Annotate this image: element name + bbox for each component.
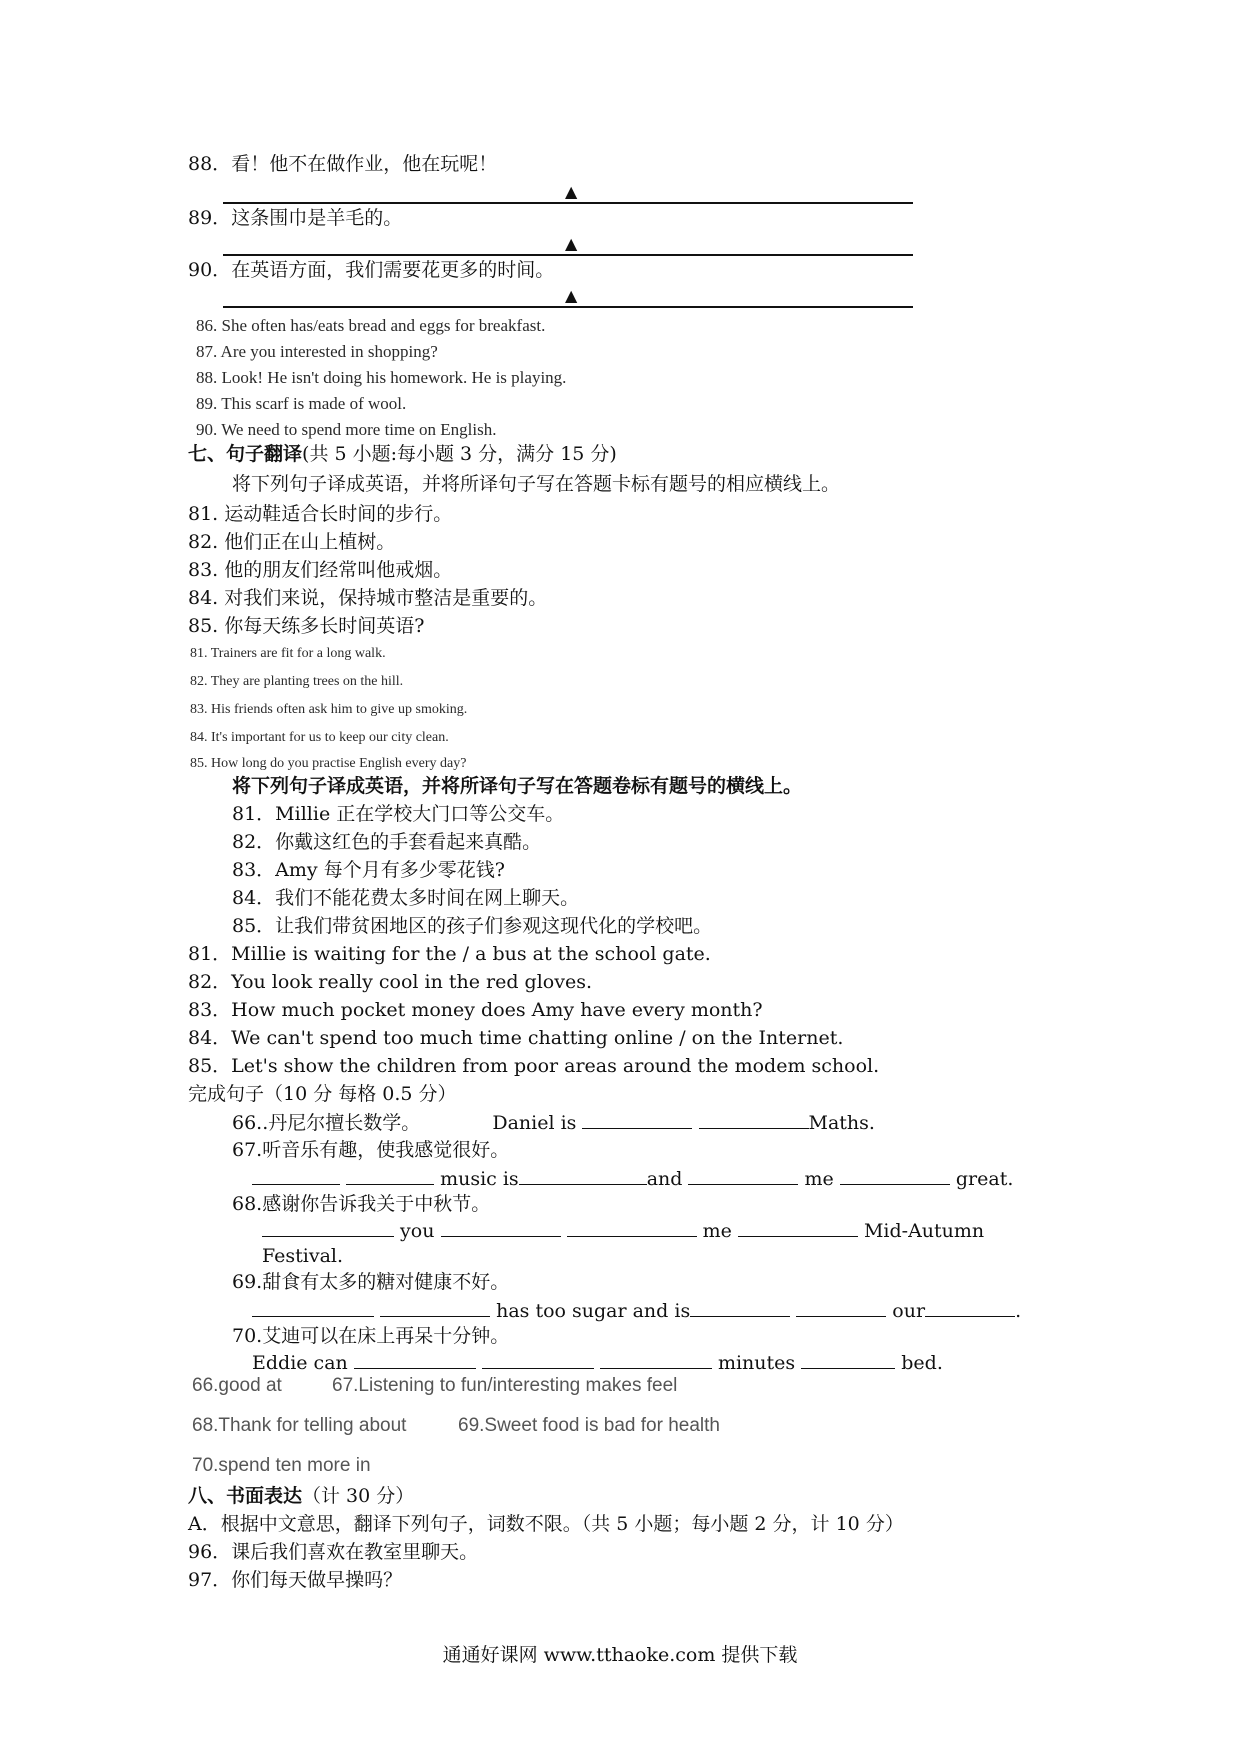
answer-marker-90: ▲ (565, 286, 578, 305)
answer-89: 89. This scarf is made of wool. (196, 394, 407, 413)
blank-69-2 (380, 1298, 490, 1317)
sb-answer-81: 81．Millie is waiting for the / a bus at the school gate. (188, 943, 711, 965)
blank-67-4 (688, 1166, 798, 1185)
answer-line-89 (223, 254, 913, 256)
blank-70-2 (482, 1350, 594, 1369)
blank-66-2 (699, 1110, 809, 1129)
q70-en: Eddie can minutes bed. (252, 1352, 943, 1374)
blank-69-1 (252, 1298, 374, 1317)
answer-marker-88: ▲ (565, 182, 578, 201)
answer-line-88 (223, 202, 913, 204)
complete-heading: 完成句子（10 分 每格 0.5 分） (188, 1083, 457, 1105)
blank-68-2 (441, 1218, 561, 1237)
s7-answer-81: 81. Trainers are fit for a long walk. (190, 646, 386, 661)
sb-item-82: 82．你戴这红色的手套看起来真酷。 (232, 831, 542, 853)
blank-68-1 (262, 1218, 394, 1237)
sb-answer-83: 83．How much pocket money does Amy have every month? (188, 999, 763, 1021)
blank-68-4 (738, 1218, 858, 1237)
s7-answer-85: 85. How long do you practise English every day? (190, 756, 467, 771)
q69-en: has too sugar and is our . (252, 1298, 1021, 1323)
s7-answer-83: 83. His friends often ask him to give up smoking. (190, 702, 468, 717)
s7-item-81: 81. 运动鞋适合长时间的步行。 (188, 503, 453, 525)
blank-69-4 (796, 1298, 886, 1317)
answer-90: 90. We need to spend more time on English. (196, 420, 497, 439)
q67-en: music is and me great. (252, 1166, 1013, 1191)
blank-68-3 (567, 1218, 697, 1237)
blank-67-1 (252, 1166, 340, 1185)
ans-70: 70.spend ten more in (192, 1455, 371, 1476)
q97: 97．你们每天做早操吗？ (188, 1569, 403, 1591)
section7-heading: 七、句子翻译(共 5 小题:每小题 3 分，满分 15 分) (188, 443, 617, 465)
blank-66-1 (582, 1110, 692, 1129)
sectionb-instruction: 将下列句子译成英语，并将所译句子写在答题卷标有题号的横线上。 (232, 775, 803, 797)
sb-item-81: 81．Millie 正在学校大门口等公交车。 (232, 803, 565, 825)
sb-answer-85: 85．Let's show the children from poor areas around the modem school. (188, 1055, 880, 1077)
blank-70-1 (354, 1350, 476, 1369)
q69-cn: 69.甜食有太多的糖对健康不好。 (232, 1271, 510, 1293)
section7-instruction: 将下列句子译成英语，并将所译句子写在答题卡标有题号的相应横线上。 (232, 473, 841, 495)
ans-69: 69.Sweet food is bad for health (458, 1415, 720, 1436)
blank-67-3 (519, 1166, 647, 1185)
answer-88: 88. Look! He isn't doing his homework. He is playing. (196, 368, 567, 387)
section8-partA: A．根据中文意思，翻译下列句子，词数不限。（共 5 小题；每小题 2 分，计 10 分） (188, 1513, 904, 1535)
s7-item-83: 83. 他的朋友们经常叫他戒烟。 (188, 559, 453, 581)
item-89-cn: 89．这条围巾是羊毛的。 (188, 207, 403, 229)
q67-cn: 67.听音乐有趣，使我感觉很好。 (232, 1139, 510, 1161)
item-88-cn: 88．看！他不在做作业，他在玩呢！ (188, 153, 498, 175)
q68-en-cont: Festival. (262, 1245, 344, 1267)
sb-item-84: 84．我们不能花费太多时间在网上聊天。 (232, 887, 580, 909)
answer-marker-89: ▲ (565, 234, 578, 253)
s7-answer-84: 84. It's important for us to keep our city clean. (190, 730, 449, 745)
blank-70-4 (801, 1350, 895, 1369)
answer-87: 87. Are you interested in shopping? (196, 342, 438, 361)
sb-answer-82: 82．You look really cool in the red gloves. (188, 971, 592, 993)
ans-67: 67.Listening to fun/interesting makes feel (332, 1375, 678, 1396)
q96: 96．课后我们喜欢在教室里聊天。 (188, 1541, 479, 1563)
sb-item-83: 83．Amy 每个月有多少零花钱? (232, 859, 505, 881)
sb-answer-84: 84．We can't spend too much time chatting online / on the Internet. (188, 1027, 844, 1049)
q66: 66..丹尼尔擅长数学。 Daniel is Maths. (232, 1112, 875, 1134)
sb-item-85: 85．让我们带贫困地区的孩子们参观这现代化的学校吧。 (232, 915, 713, 937)
s7-item-82: 82. 他们正在山上植树。 (188, 531, 396, 553)
answer-86: 86. She often has/eats bread and eggs for breakfast. (196, 316, 546, 335)
blank-67-2 (346, 1166, 434, 1185)
s7-item-85: 85. 你每天练多长时间英语? (188, 615, 425, 637)
ans-68: 68.Thank for telling about (192, 1415, 407, 1436)
blank-69-3 (690, 1298, 790, 1317)
s7-item-84: 84. 对我们来说，保持城市整洁是重要的。 (188, 587, 548, 609)
blank-67-5 (840, 1166, 950, 1185)
answer-line-90 (223, 306, 913, 308)
section8-heading: 八、书面表达（计 30 分） (188, 1485, 415, 1507)
blank-70-3 (600, 1350, 712, 1369)
footer-source: 通通好课网 www.tthaoke.com 提供下载 (442, 1644, 798, 1666)
s7-answer-82: 82. They are planting trees on the hill. (190, 674, 404, 689)
blank-69-5 (925, 1298, 1015, 1317)
ans-66: 66.good at (192, 1375, 282, 1396)
q68-cn: 68.感谢你告诉我关于中秋节。 (232, 1193, 491, 1215)
q70-cn: 70.艾迪可以在床上再呆十分钟。 (232, 1325, 510, 1347)
q68-en: you me Mid-Autumn (262, 1218, 984, 1243)
item-90-cn: 90．在英语方面，我们需要花更多的时间。 (188, 259, 555, 281)
